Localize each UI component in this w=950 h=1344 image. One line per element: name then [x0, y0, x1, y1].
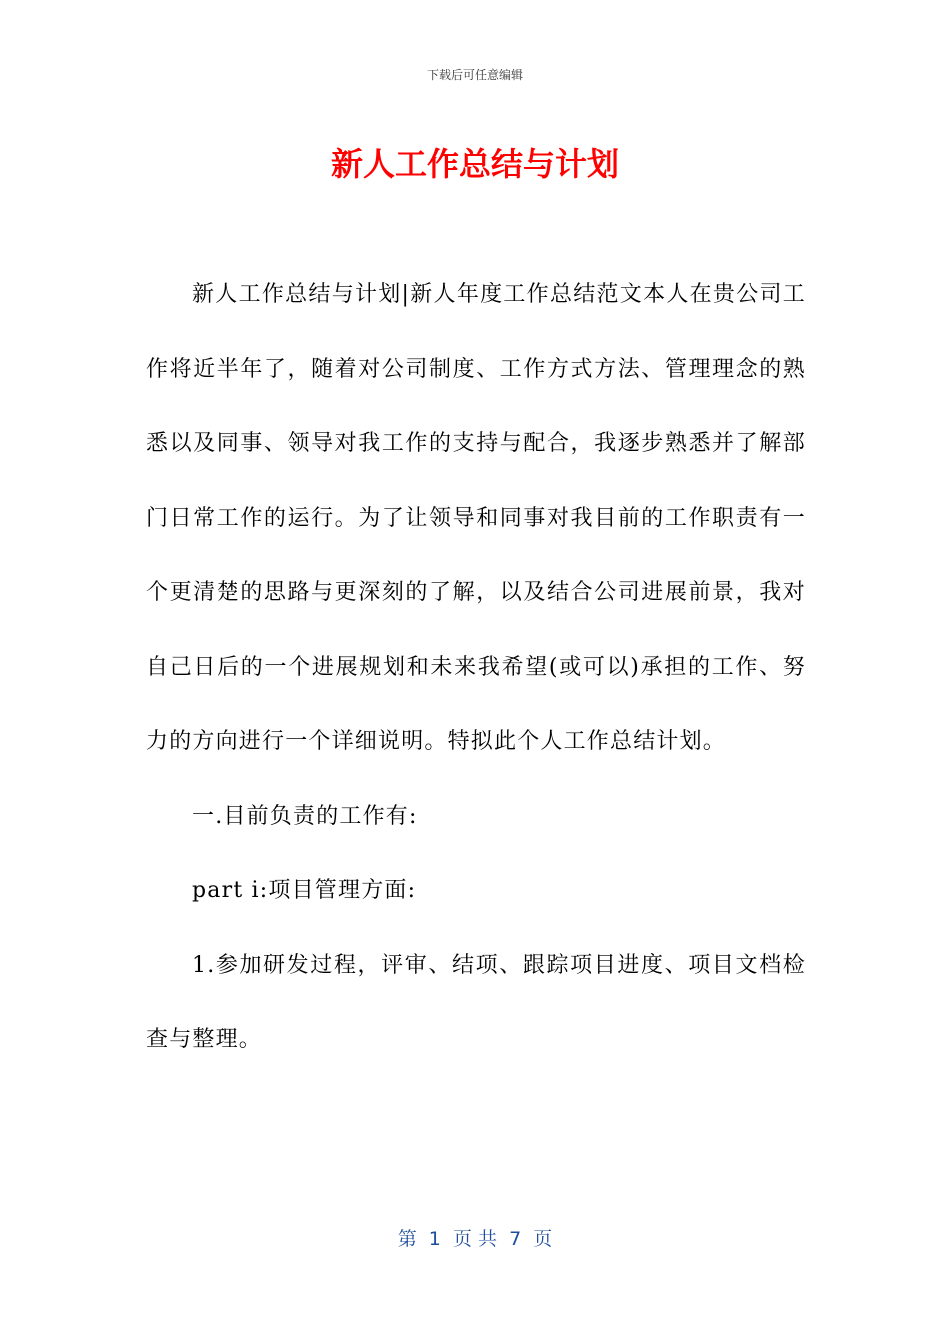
paragraph-item-1: 1.参加研发过程，评审、结项、跟踪项目进度、项目文档检查与整理。: [146, 952, 806, 1052]
paragraph-section-heading: 一.目前负责的工作有:: [192, 803, 418, 829]
document-title: 新人工作总结与计划: [330, 145, 619, 183]
header-note: 下载后可任意编辑: [426, 68, 523, 82]
paragraph-intro: 新人工作总结与计划|新人年度工作总结范文本人在贵公司工作将近半年了，随着对公司制度、工作方式方法、管理理念的熟悉以及同事、领导对我工作的支持与配合，我逐步熟悉并了解部门日常工作的运行。为了让领导和同事对我目前的工作职责有一个更清楚的思路与更深刻的了解，以及结合公司进展前景，我对自己日后的一个进展规划和未来我希望(或可以)承担的工作、努力的方向进行一个详细说明。特拟此个人工作总结计划。: [146, 282, 806, 754]
page-number-footer: 第 1 页 共 7 页: [397, 1228, 553, 1250]
paragraph-part-heading: part ⅰ:项目管理方面:: [192, 878, 417, 903]
document-body: [146, 258, 806, 1078]
